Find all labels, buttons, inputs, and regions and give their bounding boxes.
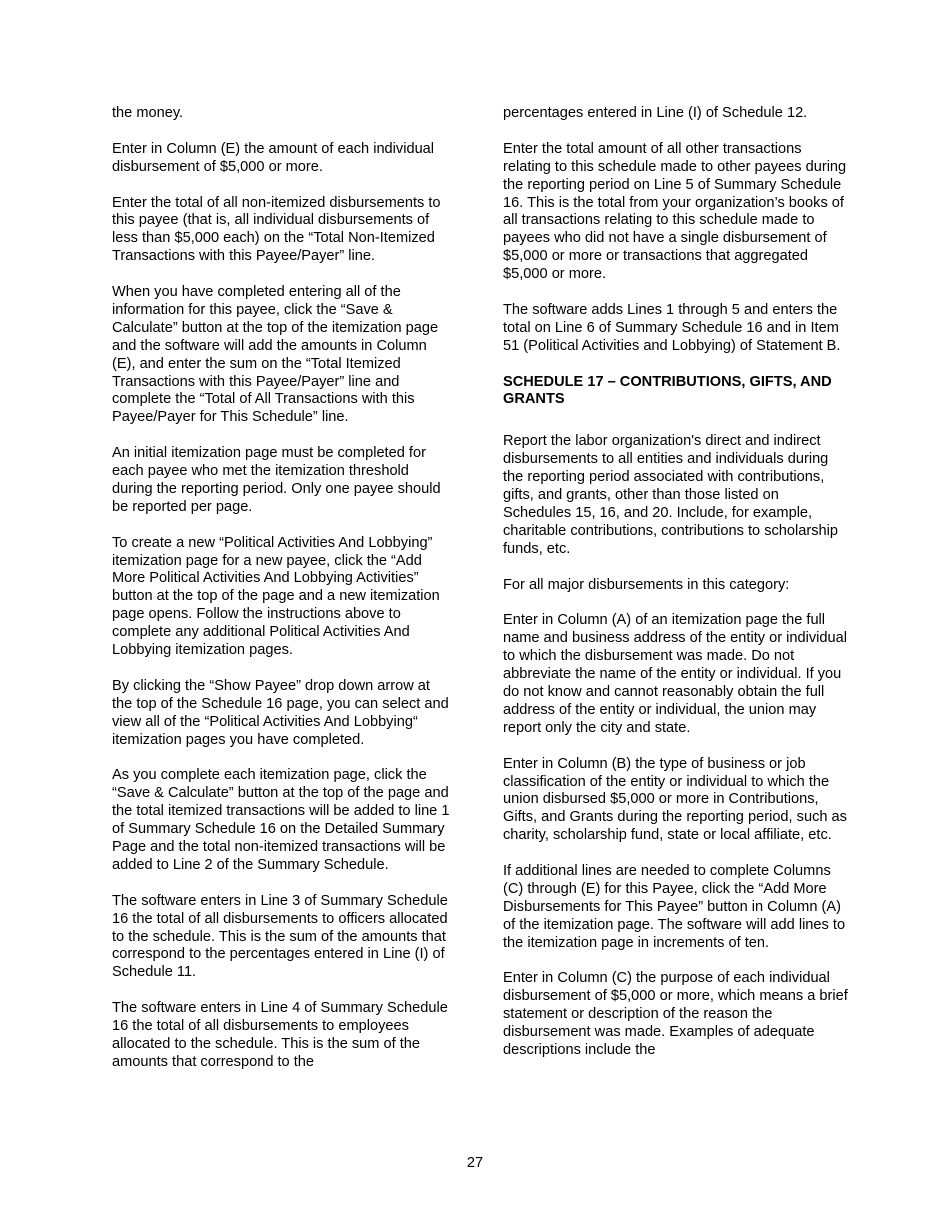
paragraph: The software adds Lines 1 through 5 and enters the total on Line 6 of Summary Schedule 16 and in Item 51 (Political Activities and Lobbying) of Statement B.: [503, 301, 841, 354]
paragraph: Report the labor organization's direct and indirect disbursements to all entities and individuals during the reporting period associated with contributions, gifts, and grants, other than those listed on Schedules 15, 16, and 20. Include, for example, charitable contributions, contributions to scholarship funds, etc.: [503, 433, 839, 557]
paragraph: The software enters in Line 4 of Summary Schedule 16 the total of all disbursements to employees allocated to the schedule. This is the sum of the amounts that correspond to the: [112, 1000, 448, 1070]
paragraph: For all major disbursements in this category:: [503, 576, 790, 593]
section-heading: SCHEDULE 17 – CONTRIBUTIONS, GIFTS, AND GRANTS: [503, 373, 832, 408]
right-column: [503, 105, 848, 1078]
paragraph: By clicking the “Show Payee” drop down arrow at the top of the Schedule 16 page, you can select and view all of the “Political Activities And Lobbying“ itemization pages you have completed.: [112, 677, 449, 748]
paragraph: To create a new “Political Activities And Lobbying” itemization page for a new payee, click the “Add More Political Activities And Lobbying Activities” button at the top of the page and a new itemization page opens. Follow the instructions above to complete any additional Political Activities And Lobbying itemization pages.: [112, 534, 440, 659]
paragraph: Enter the total of all non-itemized disbursements to this payee (that is, all individual disbursements of less than $5,000 each) on the “Total Non-Itemized Transactions with this Payee/Payer” line.: [112, 194, 441, 265]
paragraph: Enter in Column (E) the amount of each individual disbursement of $5,000 or more.: [112, 140, 435, 175]
paragraph: When you have completed entering all of the information for this payee, click the “Save & Calculate” button at the top of the itemization page and the software will add the amounts in Column (E), and enter the sum on the “Total Itemized Transactions with this Payee/Payer” line and complete the “Total of All Transactions with this Payee/Payer for This Schedule” line.: [112, 284, 439, 426]
paragraph: An initial itemization page must be completed for each payee who met the itemization threshold during the reporting period. Only one payee should be reported per page.: [112, 445, 441, 515]
paragraph: Enter in Column (C) the purpose of each individual disbursement of $5,000 or more, which means a brief statement or description of the reason the disbursement was made. Examples of adequate descriptions include the: [503, 970, 848, 1059]
paragraph: As you complete each itemization page, click the “Save & Calculate” button at the top of the page and the total itemized transactions will be added to line 1 of Summary Schedule 16 on the Detailed Summary Page and the total non-itemized transactions will be added to Line 2 of the Summary Schedule.: [112, 767, 450, 873]
paragraph: Enter in Column (B) the type of business or job classification of the entity or individual to which the union disbursed $5,000 or more in Contributions, Gifts, and Grants during the reporting period, such as charity, scholarship fund, state or local affiliate, etc.: [503, 755, 847, 844]
paragraph: percentages entered in Line (I) of Schedule 12.: [503, 105, 808, 121]
page-number: 27: [466, 1155, 484, 1171]
paragraph: Enter in Column (A) of an itemization page the full name and business address of the entity or individual to which the disbursement was made. Do not abbreviate the name of the entity or individual. If you do not know and cannot reasonably obtain the full address of the entity or individual, the union may report only the city and state.: [503, 612, 847, 736]
paragraph: If additional lines are needed to complete Columns (C) through (E) for this Payee, click the “Add More Disbursements for This Payee” button in Column (A) of the itemization page. The software will add lines to the itemization page in increments of ten.: [503, 863, 846, 951]
paragraph: the money.: [112, 105, 184, 121]
paragraph: Enter the total amount of all other transactions relating to this schedule made to other payees during the reporting period on Line 5 of Summary Schedule 16. This is the total from your organization’s books of all transactions relating to this schedule made to payees who did not have a single disbursement of $5,000 or more or transactions that aggregated $5,000 or more.: [503, 140, 847, 283]
paragraph: The software enters in Line 3 of Summary Schedule 16 the total of all disbursements to officers allocated to the schedule. This is the sum of the amounts that correspond to the percentages entered in Line (I) of Schedule 11.: [112, 892, 448, 981]
left-column: [112, 105, 452, 1090]
